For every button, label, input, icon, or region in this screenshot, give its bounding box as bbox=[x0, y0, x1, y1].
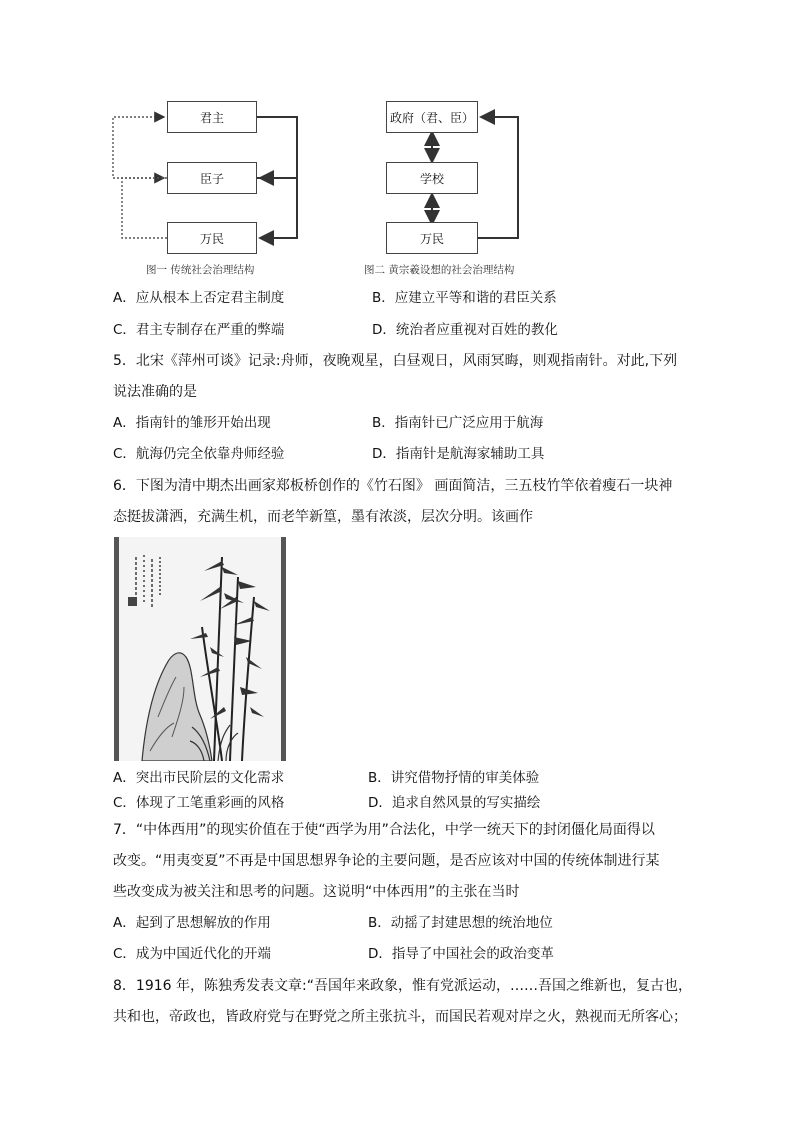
box-people-2: 万民 bbox=[386, 222, 478, 254]
q7-stem-line3: 些改变成为被关注和思考的问题。这说明“中体西用”的主张在当时 bbox=[113, 884, 520, 900]
q6-option-d: D．追求自然风景的写实描绘 bbox=[368, 795, 541, 811]
q8-stem-line2: 共和也，帝政也，皆政府党与在野党之所主张抗斗，而国民若观对岸之火，熟视而无所客心； bbox=[113, 1009, 687, 1025]
q5-option-a: A．指南针的雏形开始出现 bbox=[113, 415, 271, 431]
diagram1-caption: 图一 传统社会治理结构 bbox=[146, 264, 255, 276]
q7-stem-line2: 改变。“用夷变夏”不再是中国思想界争论的主要问题，是否应该对中国的传统体制进行某 bbox=[113, 853, 660, 869]
q4-option-d: D．统治者应重视对百姓的教化 bbox=[372, 322, 558, 338]
q5-stem-line2: 说法准确的是 bbox=[113, 384, 197, 400]
box-government: 政府（君、臣） bbox=[386, 101, 478, 133]
box-monarch: 君主 bbox=[167, 101, 257, 133]
q5-option-d: D．指南针是航海家辅助工具 bbox=[372, 446, 545, 462]
q8-stem-line1: 8．1916 年，陈独秀发表文章:“吾国年来政象，惟有党派运动，……吾国之维新也，复古也， bbox=[113, 978, 692, 994]
q4-option-c: C．君主专制存在严重的弊端 bbox=[113, 322, 285, 338]
q7-option-d: D．指导了中国社会的政治变革 bbox=[368, 946, 554, 962]
q7-option-b: B．动摇了封建思想的统治地位 bbox=[368, 915, 553, 931]
q6-stem-line2: 态挺拔潇洒，充满生机，而老竿新篁，墨有浓淡，层次分明。该画作 bbox=[113, 509, 533, 525]
q4-option-a: A．应从根本上否定君主制度 bbox=[113, 290, 285, 306]
q5-option-c: C．航海仍完全依靠舟师经验 bbox=[113, 446, 285, 462]
bamboo-rock-painting-image bbox=[114, 537, 286, 761]
q6-option-c: C．体现了工笔重彩画的风格 bbox=[113, 795, 285, 811]
q4-option-b: B．应建立平等和谐的君臣关系 bbox=[372, 290, 557, 306]
diagram2-caption: 图二 黄宗羲设想的社会治理结构 bbox=[364, 264, 515, 276]
q7-option-c: C．成为中国近代化的开端 bbox=[113, 946, 271, 962]
q6-stem-line1: 6．下图为清中期杰出画家郑板桥创作的《竹石图》 画面简洁，三五枝竹竿依着瘦石一块神 bbox=[113, 478, 673, 494]
q7-option-a: A．起到了思想解放的作用 bbox=[113, 915, 271, 931]
diagram-arrows bbox=[0, 0, 794, 300]
box-school: 学校 bbox=[386, 162, 478, 194]
q6-option-a: A．突出市民阶层的文化需求 bbox=[113, 770, 285, 786]
q6-option-b: B．讲究借物抒情的审美体验 bbox=[368, 770, 540, 786]
box-ministers: 臣子 bbox=[167, 162, 257, 194]
q5-stem-line1: 5．北宋《萍州可谈》记录:舟师，夜晚观星，白昼观日，风雨冥晦，则观指南针。对此,下列 bbox=[113, 353, 678, 369]
box-people: 万民 bbox=[167, 222, 257, 254]
q5-option-b: B．指南针已广泛应用于航海 bbox=[372, 415, 544, 431]
q7-stem-line1: 7．“中体西用”的现实价值在于使“西学为用”合法化，中学一统天下的封闭僵化局面得以 bbox=[113, 822, 655, 838]
